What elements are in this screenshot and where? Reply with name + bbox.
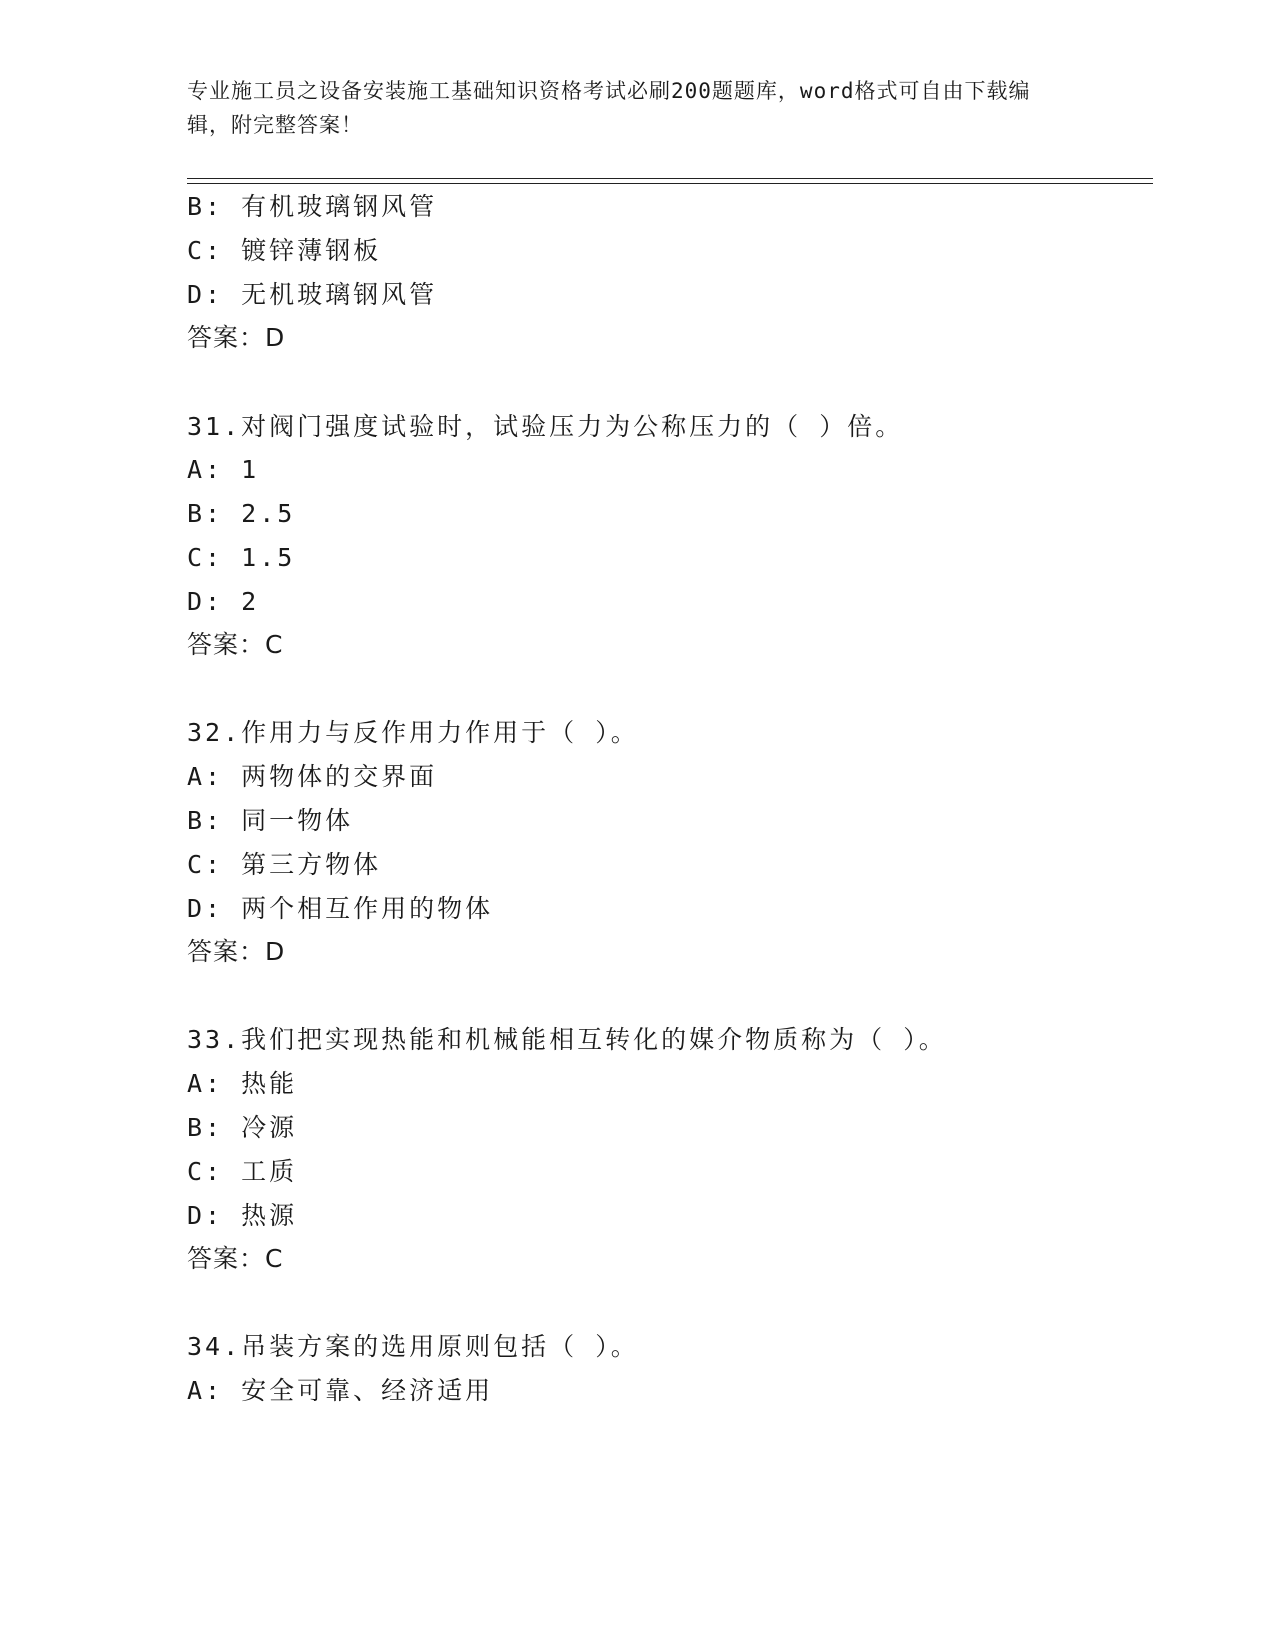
option-b: B: 冷源 bbox=[187, 1113, 298, 1142]
option-d: D: 无机玻璃钢风管 bbox=[187, 280, 438, 309]
question-stem: 34.吊装方案的选用原则包括（ ）。 bbox=[187, 1332, 639, 1361]
header-divider-top bbox=[187, 178, 1153, 179]
option-a: A: 两物体的交界面 bbox=[187, 762, 438, 791]
option-c: C: 工质 bbox=[187, 1157, 298, 1186]
question-stem: 32.作用力与反作用力作用于（ ）。 bbox=[187, 718, 639, 747]
option-b: B: 同一物体 bbox=[187, 806, 354, 835]
option-d: D: 2 bbox=[187, 587, 260, 616]
option-d: D: 热源 bbox=[187, 1201, 298, 1230]
option-c: C: 第三方物体 bbox=[187, 850, 382, 879]
answer-line: 答案：D bbox=[187, 937, 286, 966]
option-a: A: 安全可靠、经济适用 bbox=[187, 1376, 494, 1405]
document-title: 专业施工员之设备安装施工基础知识资格考试必刷200题题库，word格式可自由下载编辑，附完整答案！ bbox=[187, 79, 1031, 137]
option-a: A: 热能 bbox=[187, 1069, 298, 1098]
document-header bbox=[187, 74, 1067, 142]
option-b: B: 2.5 bbox=[187, 499, 296, 528]
answer-line: 答案：C bbox=[187, 630, 284, 659]
option-b: B: 有机玻璃钢风管 bbox=[187, 192, 438, 221]
answer-line: 答案：C bbox=[187, 1244, 284, 1273]
option-d: D: 两个相互作用的物体 bbox=[187, 894, 494, 923]
option-a: A: 1 bbox=[187, 455, 260, 484]
answer-line: 答案：D bbox=[187, 323, 286, 352]
option-c: C: 1.5 bbox=[187, 543, 296, 572]
header-divider-bottom bbox=[187, 183, 1153, 184]
question-stem: 31.对阀门强度试验时，试验压力为公称压力的（ ）倍。 bbox=[187, 412, 904, 441]
question-stem: 33.我们把实现热能和机械能相互转化的媒介物质称为（ ）。 bbox=[187, 1025, 947, 1054]
option-c: C: 镀锌薄钢板 bbox=[187, 236, 382, 265]
